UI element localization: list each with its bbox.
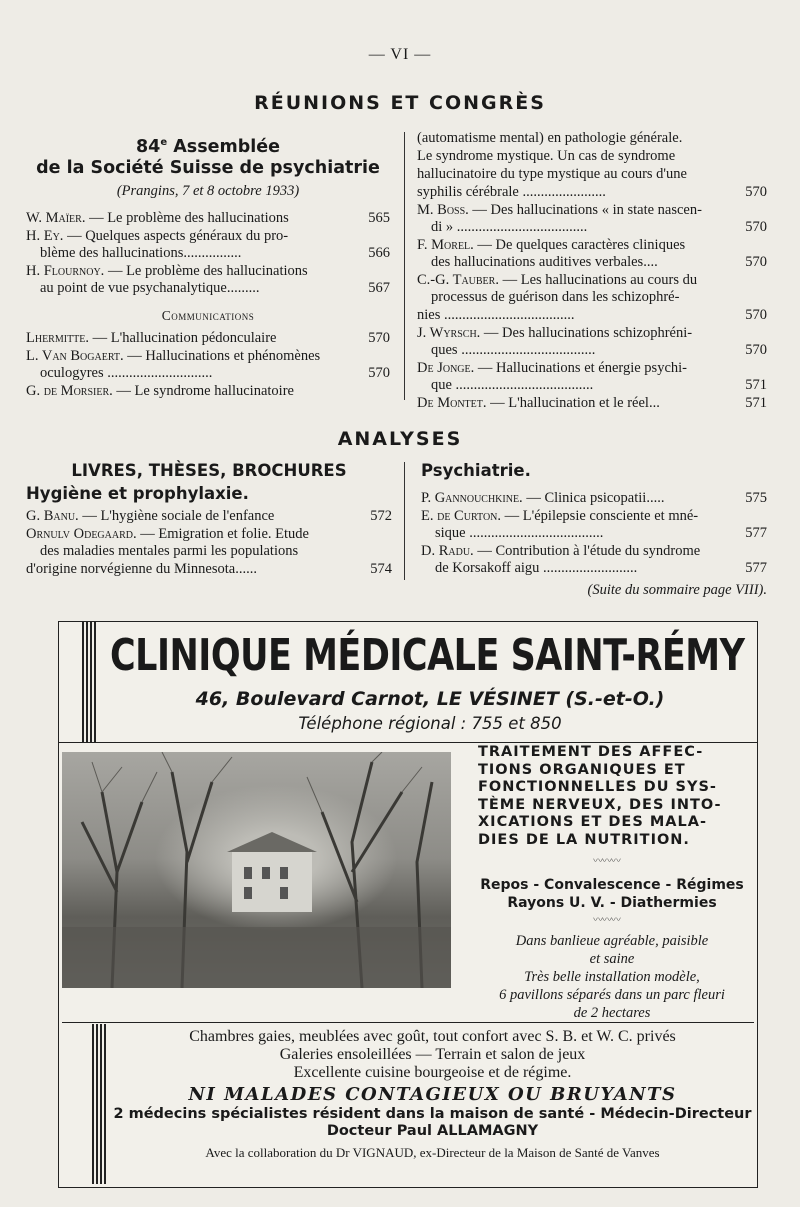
toc-entry [417,130,767,147]
rooms-line-2: Galeries ensoleillées — Terrain et salon de jeux [279,1046,586,1063]
collaboration-line: Avec la collaboration du Dr VIGNAUD, ex-Directeur de la Maison de Santé de Vanves [205,1145,660,1160]
communications-heading: Communications [161,307,255,323]
entry-author: P. Gannouchkine. [421,490,523,506]
entry-page [739,237,767,254]
toc-entry [421,490,767,507]
entry-page [739,148,767,165]
decorative-stripe-lower [92,1024,106,1184]
clinic-photo [62,752,451,988]
entry-title: — Clinica psicopatii..... [522,490,665,506]
location-line: de 2 hectares [573,1005,651,1021]
location-line: Très belle installation modèle, [524,969,700,985]
toc-entry [417,307,767,324]
toc-entry [26,561,392,578]
location-text [462,932,762,1022]
entry-page: 570 [745,254,767,270]
clinic-phone: Téléphone régional : 755 et 850 [298,714,562,733]
treatment-line: DIES DE LA NUTRITION. [478,831,690,848]
hygiene-heading: Hygiène et prophylaxie. [26,484,249,503]
entry-title: — Emigration et folie. Etude [136,526,309,542]
toc-entry [421,508,767,542]
entry-author: L. Van Bogaert. [26,347,124,364]
entry-continuation: processus de guérison dans les schizophré- [431,289,680,305]
toc-entry [417,237,767,271]
entry-page: 570 [745,219,767,235]
reunions-title: RÉUNIONS ET CONGRÈS [254,92,546,114]
column-divider-2 [404,462,405,580]
location-line: 6 pavillons séparés dans un parc fleuri [499,987,725,1003]
rooms-line-3: Excellente cuisine bourgeoise et de régime. [293,1064,572,1081]
entry-page: 570 [368,364,390,381]
entry-author: Ornulv Odegaard. [26,526,137,542]
entry-author: G. de Morsier. [26,382,113,399]
entry-title: d'origine norvégienne du Minnesota...... [26,561,257,577]
suite-note: (Suite du sommaire page VIII). [587,582,767,598]
entry-author: C.-G. Tauber. [417,272,499,288]
entry-page [364,543,392,560]
clinic-address: 46, Boulevard Carnot, LE VÉSINET (S.-et-O.) [195,688,665,710]
assembly-title: 84e Assemblée de la Société Suisse de psychiatrie [36,136,380,178]
doctors-line-2: Docteur Paul ALLAMAGNY [326,1123,539,1139]
entry-page: 577 [745,525,767,541]
livres-heading: LIVRES, THÈSES, BROCHURES [71,461,347,480]
entry-title: — Contribution à l'étude du syndrome [473,543,701,559]
treatment-line: TÈME NERVEUX, DES INTO- [478,796,722,813]
entry-title: — L'épilepsie consciente et mné- [501,508,699,524]
entry-continuation: oculogyres ............................. [40,364,213,381]
toc-entry [26,330,390,347]
entry-author: W. Maïer. [26,209,86,226]
analyses-right-entries [421,490,767,577]
toc-entry [26,526,392,560]
entry-page: 572 [370,508,392,524]
analyses-title: ANALYSES [337,428,463,450]
treatment-line: XICATIONS ET DES MALA- [478,814,707,830]
entry-continuation: sique ..................................... [435,525,604,541]
treatment-line: TIONS ORGANIQUES ET [478,761,686,778]
entry-page: 565 [368,209,390,226]
entry-author: E. de Curton. [421,508,502,524]
entry-page [739,360,767,377]
entry-author: G. Banu. [26,508,79,524]
services-line-1: Repos - Convalescence - Régimes [480,877,744,893]
entry-author: De Montet. [417,395,487,411]
entry-page: 577 [745,560,767,576]
entry-page [364,526,392,543]
entry-author: J. Wyrsch. [417,325,481,341]
entry-title: — Des hallucinations schizophréni- [480,325,693,341]
assembly-subtitle: (Prangins, 7 et 8 octobre 1933) [116,182,300,199]
treatment-line: FONCTIONNELLES DU SYS- [478,779,717,795]
entry-author: D. Radu. [421,543,474,559]
column-divider [404,132,405,400]
entry-page [739,166,767,183]
entry-page: 570 [745,307,767,323]
entry-continuation: di » .................................... [431,219,588,235]
entry-page: 571 [745,395,767,411]
toc-entry [417,360,767,394]
page-number: — VI — [368,46,432,63]
entry-page [739,130,767,147]
decorative-stripe [82,622,96,742]
entry-page [739,543,767,560]
entry-page [362,383,390,400]
entry-title: (automatisme mental) en pathologie générale. [417,130,683,146]
ornament: 〰〰〰 [593,856,620,867]
entry-title: — Des hallucinations « in state nascen- [468,202,702,218]
reunions-right-column [417,130,767,413]
entry-page: 566 [368,244,390,261]
entry-page: 567 [368,279,390,296]
toc-entry [417,166,767,183]
entry-title: — De quelques caractères cliniques [473,237,686,253]
entry-continuation: que ...................................... [431,377,594,393]
entry-title: — L'hallucination et le réel... [486,395,660,411]
entry-continuation: des hallucinations auditives verbales.... [431,254,658,270]
ad-divider-bottom [62,1022,754,1023]
entry-author: De Jonge. [417,360,475,376]
entry-title: — Quelques aspects généraux du pro- [63,227,289,244]
entry-title: — Le problème des hallucinations [104,262,308,279]
toc-entry [26,210,390,227]
toc-entry [26,348,390,382]
location-line: Dans banlieue agréable, paisible [515,933,709,949]
entry-title: nies .................................... [417,307,575,323]
entry-continuation: des maladies mentales parmi les populations [40,543,299,559]
services-text [462,876,762,912]
treatment-text [478,744,748,849]
analyses-right-column [421,462,767,599]
toc-entry [421,543,767,577]
entry-title: — Hallucinations et énergie psychi- [474,360,687,376]
entry-page: 570 [745,184,767,200]
entry-page [739,272,767,289]
toc-entry [417,272,767,306]
entry-page [739,508,767,525]
toc-entry [417,325,767,359]
entry-author: Lhermitte. [26,329,90,346]
services-line-2: Rayons U. V. - Diathermies [507,895,717,911]
entry-title: Le syndrome mystique. Un cas de syndrome [417,148,676,164]
entry-title: — Le syndrome hallucinatoire [112,382,294,399]
park-photo-image [62,752,451,988]
toc-entry [26,508,392,525]
entry-page [362,348,390,365]
entry-title: — Les hallucinations au cours du [498,272,698,288]
location-line: et saine [589,951,635,967]
entry-page [362,263,390,280]
toc-entry [417,148,767,165]
analyses-left-column [26,462,392,579]
reunions-left-column [26,132,390,401]
reunions-left-entries [26,210,390,297]
entry-title: syphilis cérébrale ....................... [417,184,606,200]
doctors-line-1: 2 médecins spécialistes résident dans la maison de santé - Médecin-Directeur [113,1106,752,1122]
entry-author: H. Flournoy. [26,262,105,279]
entry-title: — L'hallucination pédonculaire [89,329,277,346]
entry-page [739,325,767,342]
entry-page: 570 [745,342,767,358]
no-contagious-notice: NI MALADES CONTAGIEUX OU BRUYANTS [188,1084,677,1105]
entry-page: 570 [368,329,390,346]
entry-continuation: ques ..................................... [431,342,596,358]
rooms-line-1: Chambres gaies, meublées avec goût, tout confort avec S. B. et W. C. privés [189,1028,676,1045]
entry-page [362,228,390,245]
entry-page [739,202,767,219]
ad-divider-top [58,742,758,743]
entry-title: — Le problème des hallucinations [85,209,289,226]
entry-continuation: au point de vue psychanalytique......... [40,279,260,296]
toc-entry [26,263,390,297]
ad-amenities [110,1028,755,1162]
treatment-line: TRAITEMENT DES AFFEC- [478,744,704,760]
toc-entry [417,395,767,412]
entry-author: H. Ey. [26,227,64,244]
clinic-name: CLINIQUE MÉDICALE SAINT-RÉMY [110,631,745,681]
entry-continuation: de Korsakoff aigu .......................... [435,560,638,576]
toc-entry [26,383,390,400]
toc-entry [417,202,767,236]
analyses-left-entries [26,508,392,578]
entry-title: hallucinatoire du type mystique au cours d'une [417,166,687,182]
entry-page [739,289,767,306]
entry-page: 574 [370,561,392,577]
toc-entry [26,228,390,262]
psychiatrie-heading: Psychiatrie. [421,461,531,480]
reunions-right-entries [417,130,767,412]
entry-author: M. Boss. [417,202,469,218]
entry-page: 571 [745,377,767,393]
communications-entries [26,330,390,400]
entry-author: F. Morel. [417,237,474,253]
ornament-2: 〰〰〰 [593,915,620,926]
entry-title: — Hallucinations et phénomènes [123,347,321,364]
toc-entry [417,184,767,201]
entry-continuation: blème des hallucinations................ [40,244,242,261]
entry-page: 575 [745,490,767,506]
entry-title: — L'hygiène sociale de l'enfance [78,508,275,524]
